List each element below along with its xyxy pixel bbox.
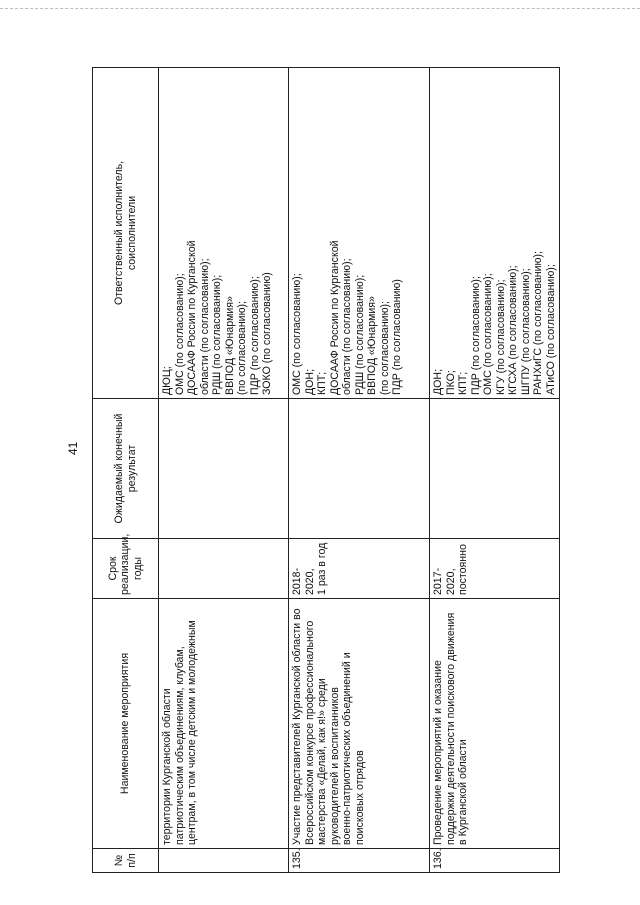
page-edge xyxy=(0,8,640,9)
row-result xyxy=(159,399,289,539)
row-number xyxy=(159,849,289,873)
row-number: 135. xyxy=(289,849,430,873)
plan-table xyxy=(92,67,560,873)
row-name: территории Курганской области патриотическим объединениям, клубам, центрам, в том числе детским и молодежным xyxy=(159,599,289,849)
row-executor: ДЮЦ; ОМС (по согласованию); ДОСААФ России по Курганской области (по согласованию); РДШ (по согласованию); ВВПОД «Юнармия» (по согласованию); ПДР (по согласованию); ЗОКО (по согласованию) xyxy=(159,68,289,399)
row-executor: ОМС (по согласованию); ДОН; КПТ; ДОСААФ России по Курганской области (по согласованию); РДШ (по согласованию); ВВПОД «Юнармия» (по согласованию); ПДР (по согласованию) xyxy=(289,68,430,399)
rotated-table-container xyxy=(92,68,557,873)
row-name: Проведение мероприятий и оказание поддержки деятельности поискового движения в Курганской области xyxy=(430,599,560,849)
row-result xyxy=(289,399,430,539)
row-name: Участие представителей Курганской области во Всероссийском конкурсе профессионального мастерства «Делай, как я!» среди руководителей и воспитанников военно-патриотических объединений и поисковых отрядов xyxy=(289,599,430,849)
header-name: Наименование мероприятия xyxy=(93,599,159,849)
row-result xyxy=(430,399,560,539)
header-term: Срок реализации, годы xyxy=(93,539,159,599)
header-executor: Ответственный исполнитель, соисполнители xyxy=(93,68,159,399)
table-row xyxy=(430,68,560,873)
header-result: Ожидаемый конечный результат xyxy=(93,399,159,539)
table-row xyxy=(159,68,289,873)
row-term xyxy=(159,539,289,599)
row-term: 2018-2020, 1 раз в год xyxy=(289,539,430,599)
page-number: 41 xyxy=(66,441,80,455)
row-executor: ДОН; ПКО; КПТ; ПДР (по согласованию); ОМС (по согласованию); КГУ (по согласованию); КГСХА (по согласованию); ШГПУ (по согласованию); РАНХиГС (по согласованию); АТиСО (по согласованию); xyxy=(430,68,560,399)
table-row xyxy=(289,68,430,873)
row-term: 2017-2020, постоянно xyxy=(430,539,560,599)
header-row xyxy=(93,68,159,873)
header-num: № п/п xyxy=(93,849,159,873)
row-number: 136. xyxy=(430,849,560,873)
